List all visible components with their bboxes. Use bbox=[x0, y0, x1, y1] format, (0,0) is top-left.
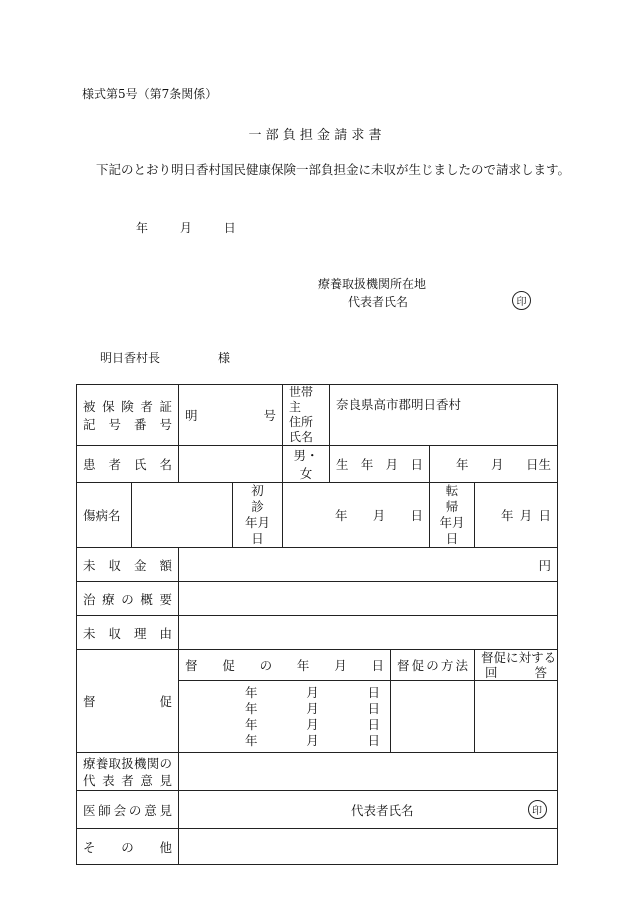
reminder-reply-header: 督 促 に 対 す る 回 答 bbox=[475, 650, 558, 681]
institution-opinion-value[interactable] bbox=[179, 753, 558, 791]
table-row bbox=[77, 483, 558, 548]
addressee: 明日香村長 bbox=[100, 351, 161, 365]
addressee-honorific: 様 bbox=[218, 351, 231, 365]
reminder-method-header: 督 促 の 方 法 bbox=[391, 650, 475, 681]
medical-association-opinion-value[interactable] bbox=[179, 791, 558, 829]
reminder-label: 督 促 bbox=[77, 650, 179, 753]
outcome-label: 転 帰 年月日 bbox=[430, 483, 475, 548]
household-address-value[interactable]: 奈良県高市郡明日香村 bbox=[330, 385, 558, 446]
insured-cert-value[interactable]: 明 号 bbox=[179, 385, 283, 446]
date-month: 月 bbox=[179, 221, 192, 235]
insured-cert-label: 被 保 険 者 証 記 号 番 号 bbox=[77, 385, 179, 446]
seal-icon: 印 bbox=[512, 291, 531, 310]
other-label: そ の 他 bbox=[77, 829, 179, 865]
reminder-method-value[interactable] bbox=[391, 681, 475, 753]
reminder-date-header: 督 促 の 年 月 日 bbox=[179, 650, 391, 681]
first-exam-label: 初 診 年月日 bbox=[233, 483, 283, 548]
seal-icon: 印 bbox=[528, 800, 547, 819]
institution-opinion-label: 療 養 取 扱 機 関 の 代 表 者 意 見 bbox=[77, 753, 179, 791]
reminder-date-row: 年 月 日 bbox=[245, 716, 380, 732]
intro-text: 下記のとおり明日香村国民健康保険一部負担金に未収が生じましたので請求します。 bbox=[96, 162, 571, 177]
first-exam-value[interactable]: 年 月 日 bbox=[283, 483, 430, 548]
reminder-date-row: 年 月 日 bbox=[245, 700, 380, 716]
reminder-reply-value[interactable] bbox=[475, 681, 558, 753]
document-title: 一 部 負 担 金 請 求 書 bbox=[248, 128, 382, 143]
treatment-summary-label: 治 療 の 概 要 bbox=[77, 582, 179, 616]
claim-form-table bbox=[76, 384, 558, 865]
date-year: 年 bbox=[136, 221, 149, 235]
patient-name-label: 患 者 氏 名 bbox=[77, 446, 179, 483]
medical-association-opinion-label: 医 師 会 の 意 見 bbox=[77, 791, 179, 829]
unpaid-reason-label: 未 収 理 由 bbox=[77, 616, 179, 650]
request-date bbox=[136, 219, 264, 236]
disease-name-value[interactable] bbox=[132, 483, 233, 548]
disease-name-label: 傷病名 bbox=[77, 483, 132, 548]
reminder-dates[interactable] bbox=[179, 681, 391, 753]
table-row bbox=[77, 753, 558, 791]
representative-name-label: 代表者氏名 bbox=[348, 295, 409, 309]
table-row bbox=[77, 616, 558, 650]
other-value[interactable] bbox=[179, 829, 558, 865]
table-row bbox=[77, 829, 558, 865]
table-row bbox=[77, 650, 558, 681]
table-row bbox=[77, 548, 558, 582]
form-number: 様式第5号（第7条関係） bbox=[82, 87, 218, 101]
sex-select[interactable]: 男・女 bbox=[283, 446, 330, 483]
doctor-rep-label: 代表者氏名 bbox=[351, 802, 414, 818]
table-row bbox=[77, 446, 558, 483]
birth-date-value[interactable]: 年 月 日生 bbox=[430, 446, 558, 483]
institution-address-label: 療養取扱機関所在地 bbox=[318, 277, 427, 291]
table-row bbox=[77, 385, 558, 446]
birth-date-label: 生 年 月 日 bbox=[330, 446, 430, 483]
unpaid-amount-label: 未 収 金 額 bbox=[77, 548, 179, 582]
unpaid-amount-value[interactable]: 円 bbox=[179, 548, 558, 582]
outcome-value[interactable]: 年 月 日 bbox=[475, 483, 558, 548]
reminder-date-row: 年 月 日 bbox=[245, 684, 380, 700]
treatment-summary-value[interactable] bbox=[179, 582, 558, 616]
date-day: 日 bbox=[223, 221, 236, 235]
unpaid-reason-value[interactable] bbox=[179, 616, 558, 650]
table-row bbox=[77, 791, 558, 829]
patient-name-value[interactable] bbox=[179, 446, 283, 483]
reminder-date-row: 年 月 日 bbox=[245, 732, 380, 748]
table-row bbox=[77, 582, 558, 616]
household-head-label: 世帯主 住所 氏名 bbox=[283, 385, 330, 446]
